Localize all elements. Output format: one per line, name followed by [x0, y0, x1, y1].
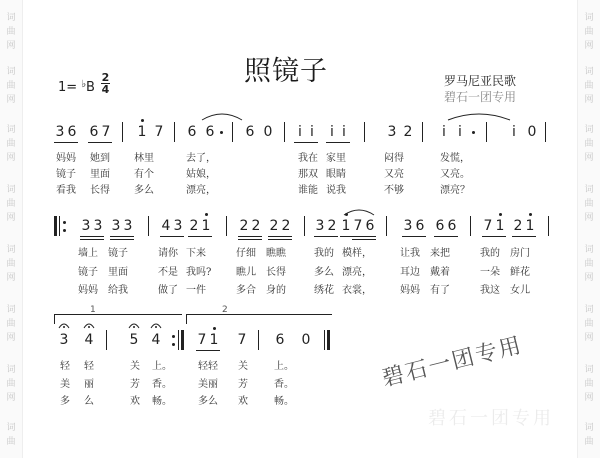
lyric: 多么	[134, 185, 154, 196]
lyric: 畅。	[152, 396, 172, 407]
note: 1	[525, 218, 535, 234]
repeat-dot	[63, 221, 66, 224]
lyric: 畅。	[274, 396, 294, 407]
margin-char: 网	[6, 273, 16, 283]
lyric: 闷得	[384, 153, 404, 164]
note: 3	[123, 218, 133, 234]
octave-dot	[499, 213, 502, 216]
lyric: 耳边	[400, 267, 420, 278]
margin-char: 词	[6, 185, 16, 195]
note: 2	[327, 218, 337, 234]
beam	[88, 142, 112, 143]
margin-char: 曲	[584, 81, 594, 91]
lyric: 多合	[236, 285, 256, 296]
margin-char: 词	[6, 305, 16, 315]
lyric: 又亮	[384, 169, 404, 180]
slur	[342, 205, 376, 217]
lyric: 女儿	[510, 285, 530, 296]
repeat-dot	[172, 343, 175, 346]
margin-char: 词	[6, 13, 16, 23]
volta-1-bracket	[54, 314, 182, 315]
note: 6	[415, 218, 425, 234]
lyric: 香。	[152, 379, 172, 390]
margin-char: 词	[6, 245, 16, 255]
note: 6	[187, 124, 197, 140]
octave-dot	[213, 327, 216, 330]
margin-char: 曲	[584, 27, 594, 37]
margin-char: 曲	[584, 437, 594, 447]
note: 3	[173, 218, 183, 234]
lyric: 下来	[186, 248, 206, 259]
margin-char: 曲	[6, 259, 16, 269]
beam	[340, 236, 376, 237]
lyric: 姑娘，	[186, 169, 216, 180]
lyric: 关	[130, 361, 140, 372]
barline	[386, 216, 387, 236]
margin-char: 词	[6, 365, 16, 375]
margin-char: 词	[584, 305, 594, 315]
repeat-dot	[63, 229, 66, 232]
lyric: 来把	[430, 248, 450, 259]
left-margin-strip	[0, 0, 23, 458]
note: 7	[154, 124, 164, 140]
note: 3	[55, 124, 65, 140]
barline	[486, 122, 487, 142]
lyric: 芳	[130, 379, 140, 390]
beam	[268, 236, 292, 237]
note: i	[442, 124, 446, 140]
note: 6	[67, 124, 77, 140]
margin-char: 曲	[6, 81, 16, 91]
note: 4	[84, 332, 94, 348]
margin-char: 网	[6, 95, 16, 105]
flat-sign: ♭	[81, 79, 87, 90]
lyric: 又亮。	[440, 169, 470, 180]
barline	[364, 122, 365, 142]
margin-char: 网	[6, 41, 16, 51]
margin-char: 曲	[584, 259, 594, 269]
note: 5	[129, 332, 139, 348]
margin-char: 网	[6, 393, 16, 403]
lyric: 丽	[84, 379, 94, 390]
lyric: 有个	[134, 169, 154, 180]
genre-label: 罗马尼亚民歌	[444, 74, 517, 88]
key-tone: B	[86, 80, 95, 95]
slur	[446, 108, 512, 122]
volta-1-number: 1	[90, 305, 96, 315]
note: 1	[341, 218, 351, 234]
repeat-start-bar	[59, 216, 60, 236]
barline	[422, 122, 423, 142]
faint-watermark: 碧石一团专用	[428, 408, 554, 429]
lyric: 里面	[90, 169, 110, 180]
lyric: 上。	[274, 361, 294, 372]
song-title: 照镜子	[244, 56, 328, 87]
note: 6	[205, 124, 215, 140]
margin-char: 词	[584, 13, 594, 23]
lyric: 镜子	[78, 267, 98, 278]
margin-char: 词	[584, 185, 594, 195]
volta-1-bracket	[54, 314, 55, 324]
beam	[268, 239, 292, 240]
lyric: 看我	[56, 185, 76, 196]
note: 7	[483, 218, 493, 234]
lyric: 说我	[326, 185, 346, 196]
note: i	[458, 124, 462, 140]
margin-char: 词	[584, 245, 594, 255]
beam	[160, 236, 184, 237]
lyric: 模样，	[342, 248, 372, 259]
note: 7	[101, 124, 111, 140]
note: 1	[201, 218, 211, 234]
beam	[402, 236, 426, 237]
note: 1	[495, 218, 505, 234]
volta-2-bracket	[186, 314, 332, 315]
octave-dot	[529, 213, 532, 216]
lyric: 多么	[314, 267, 334, 278]
barline	[226, 216, 227, 236]
note: 6	[365, 218, 375, 234]
barline	[284, 122, 285, 142]
lyric: 漂亮，	[342, 267, 372, 278]
note: 3	[81, 218, 91, 234]
note: 3	[315, 218, 325, 234]
repeat-end-bar	[181, 330, 184, 350]
beam	[314, 236, 338, 237]
lyric: 轻	[60, 361, 70, 372]
lyric: 长得	[90, 185, 110, 196]
margin-char: 曲	[6, 319, 16, 329]
note: 2	[269, 218, 279, 234]
lyric: 家里	[326, 153, 346, 164]
handwritten-stamp: 碧石一团专用	[379, 332, 526, 392]
lyric: 漂亮，	[186, 185, 216, 196]
beam	[326, 142, 350, 143]
lyric: 身的	[266, 285, 286, 296]
note: 6	[435, 218, 445, 234]
margin-char: 曲	[6, 379, 16, 389]
beam	[80, 236, 104, 237]
note: 6	[275, 332, 285, 348]
lyric: 镜子	[108, 248, 128, 259]
fermata	[83, 320, 95, 329]
lyric: 不是	[158, 267, 178, 278]
lyric: 我这	[480, 285, 500, 296]
note: 0	[301, 332, 311, 348]
lyric: 漂亮？	[440, 185, 470, 196]
lyric: 我的	[480, 248, 500, 259]
lyric: 镜子	[56, 169, 76, 180]
lyric: 里面	[108, 267, 128, 278]
note: 0	[527, 124, 537, 140]
margin-char: 曲	[584, 319, 594, 329]
margin-char: 曲	[584, 199, 594, 209]
beam	[196, 350, 220, 351]
note: 7	[237, 332, 247, 348]
lyric: 发慌，	[440, 153, 470, 164]
beam	[434, 236, 458, 237]
beam	[188, 236, 212, 237]
fermata	[128, 320, 140, 329]
beam	[294, 142, 318, 143]
beam	[238, 239, 262, 240]
beam	[482, 236, 506, 237]
lyric: 妈妈	[78, 285, 98, 296]
lyric: 长得	[266, 267, 286, 278]
credit-label: 碧石一团专用	[444, 90, 517, 104]
margin-char: 网	[6, 153, 16, 163]
lyric: 有了	[430, 285, 450, 296]
lyric: 戴着	[430, 267, 450, 278]
note: 4	[161, 218, 171, 234]
augmentation-dot	[220, 131, 223, 134]
beam	[512, 236, 536, 237]
barline	[106, 330, 107, 350]
fermata	[150, 320, 162, 329]
lyric: 房门	[510, 248, 530, 259]
lyric: 一朵	[480, 267, 500, 278]
note: 6	[447, 218, 457, 234]
lyric: 林里	[134, 153, 154, 164]
beam	[54, 142, 78, 143]
lyric: 多	[60, 396, 70, 407]
margin-char: 网	[6, 213, 16, 223]
margin-char: 网	[584, 213, 594, 223]
barline	[122, 122, 123, 142]
margin-char: 曲	[6, 199, 16, 209]
beam	[238, 236, 262, 237]
lyric: 眼睛	[326, 169, 346, 180]
lyric: 轻轻	[198, 361, 218, 372]
time-bottom: 4	[101, 83, 110, 96]
lyric: 我吗?	[186, 267, 212, 278]
beam	[110, 236, 134, 237]
lyric: 上。	[152, 361, 172, 372]
lyric: 瞧儿	[236, 267, 256, 278]
lyric: 轻	[84, 361, 94, 372]
margin-char: 网	[584, 393, 594, 403]
margin-char: 曲	[6, 139, 16, 149]
lyric: 请你	[158, 248, 178, 259]
barline	[304, 216, 305, 236]
note: i	[330, 124, 334, 140]
lyric: 她到	[90, 153, 110, 164]
lyric: 我在	[298, 153, 318, 164]
lyric: 欢	[130, 396, 140, 407]
beam	[80, 239, 104, 240]
note: 2	[251, 218, 261, 234]
note: 2	[403, 124, 413, 140]
lyric: 么	[84, 396, 94, 407]
margin-char: 网	[584, 95, 594, 105]
lyric: 让我	[400, 248, 420, 259]
lyric: 美丽	[198, 379, 218, 390]
barline	[545, 122, 546, 142]
note: 7	[197, 332, 207, 348]
note: 2	[189, 218, 199, 234]
barline	[232, 122, 233, 142]
key-signature	[58, 79, 95, 95]
lyric: 仔细	[236, 248, 256, 259]
lyric: 谁能	[298, 185, 318, 196]
barline	[548, 216, 549, 236]
octave-dot	[141, 119, 144, 122]
note: 1	[137, 124, 147, 140]
margin-char: 网	[584, 41, 594, 51]
note: i	[342, 124, 346, 140]
note: 2	[281, 218, 291, 234]
note: 3	[93, 218, 103, 234]
note: 7	[353, 218, 363, 234]
beam	[110, 239, 134, 240]
lyric: 一件	[186, 285, 206, 296]
note: i	[298, 124, 302, 140]
note: 3	[59, 332, 69, 348]
fermata	[58, 320, 70, 329]
repeat-end-bar	[178, 330, 179, 350]
note: 6	[245, 124, 255, 140]
final-barline	[324, 330, 325, 350]
repeat-dot	[172, 335, 175, 338]
lyric: 墙上	[78, 248, 98, 259]
margin-char: 曲	[584, 139, 594, 149]
note: 2	[513, 218, 523, 234]
note: i	[512, 124, 516, 140]
note: 3	[387, 124, 397, 140]
margin-char: 曲	[6, 437, 16, 447]
lyric: 瞧瞧	[266, 248, 286, 259]
lyric: 妈妈	[400, 285, 420, 296]
note: 3	[403, 218, 413, 234]
key-prefix: 1=	[58, 80, 78, 95]
lyric: 给我	[108, 285, 128, 296]
lyric: 美	[60, 379, 70, 390]
margin-char: 曲	[584, 379, 594, 389]
note: i	[310, 124, 314, 140]
margin-char: 网	[584, 273, 594, 283]
lyric: 关	[238, 361, 248, 372]
lyric: 绣花	[314, 285, 334, 296]
repeat-start-bar	[54, 216, 57, 236]
note: 3	[111, 218, 121, 234]
margin-char: 网	[6, 333, 16, 343]
note: 2	[239, 218, 249, 234]
lyric: 妈妈	[56, 153, 76, 164]
beam	[352, 239, 376, 240]
lyric: 去了，	[186, 153, 216, 164]
margin-char: 网	[584, 153, 594, 163]
margin-char: 词	[6, 125, 16, 135]
margin-char: 曲	[6, 27, 16, 37]
lyric: 那双	[298, 169, 318, 180]
lyric: 香。	[274, 379, 294, 390]
octave-dot	[205, 213, 208, 216]
time-top: 2	[101, 71, 110, 84]
lyric: 不够	[384, 185, 404, 196]
lyric: 做了	[158, 285, 178, 296]
barline	[258, 330, 259, 350]
margin-char: 词	[6, 423, 16, 433]
margin-char: 词	[584, 125, 594, 135]
margin-char: 词	[584, 423, 594, 433]
barline	[174, 122, 175, 142]
augmentation-dot	[472, 131, 475, 134]
barline	[470, 216, 471, 236]
volta-2-number: 2	[222, 305, 228, 315]
margin-char: 词	[584, 67, 594, 77]
slur	[200, 108, 244, 122]
final-barline	[327, 330, 330, 350]
note: 0	[263, 124, 273, 140]
barline	[148, 216, 149, 236]
margin-char: 词	[584, 365, 594, 375]
note: 4	[151, 332, 161, 348]
margin-char: 词	[6, 67, 16, 77]
margin-char: 网	[584, 333, 594, 343]
lyric: 我的	[314, 248, 334, 259]
volta-2-bracket	[186, 314, 187, 324]
right-margin-strip	[577, 0, 600, 458]
lyric: 欢	[238, 396, 248, 407]
lyric: 芳	[238, 379, 248, 390]
note: 6	[89, 124, 99, 140]
note: 1	[209, 332, 219, 348]
lyric: 衣裳，	[342, 285, 372, 296]
lyric: 多么	[198, 396, 218, 407]
time-signature	[101, 72, 110, 95]
lyric: 鲜花	[510, 267, 530, 278]
